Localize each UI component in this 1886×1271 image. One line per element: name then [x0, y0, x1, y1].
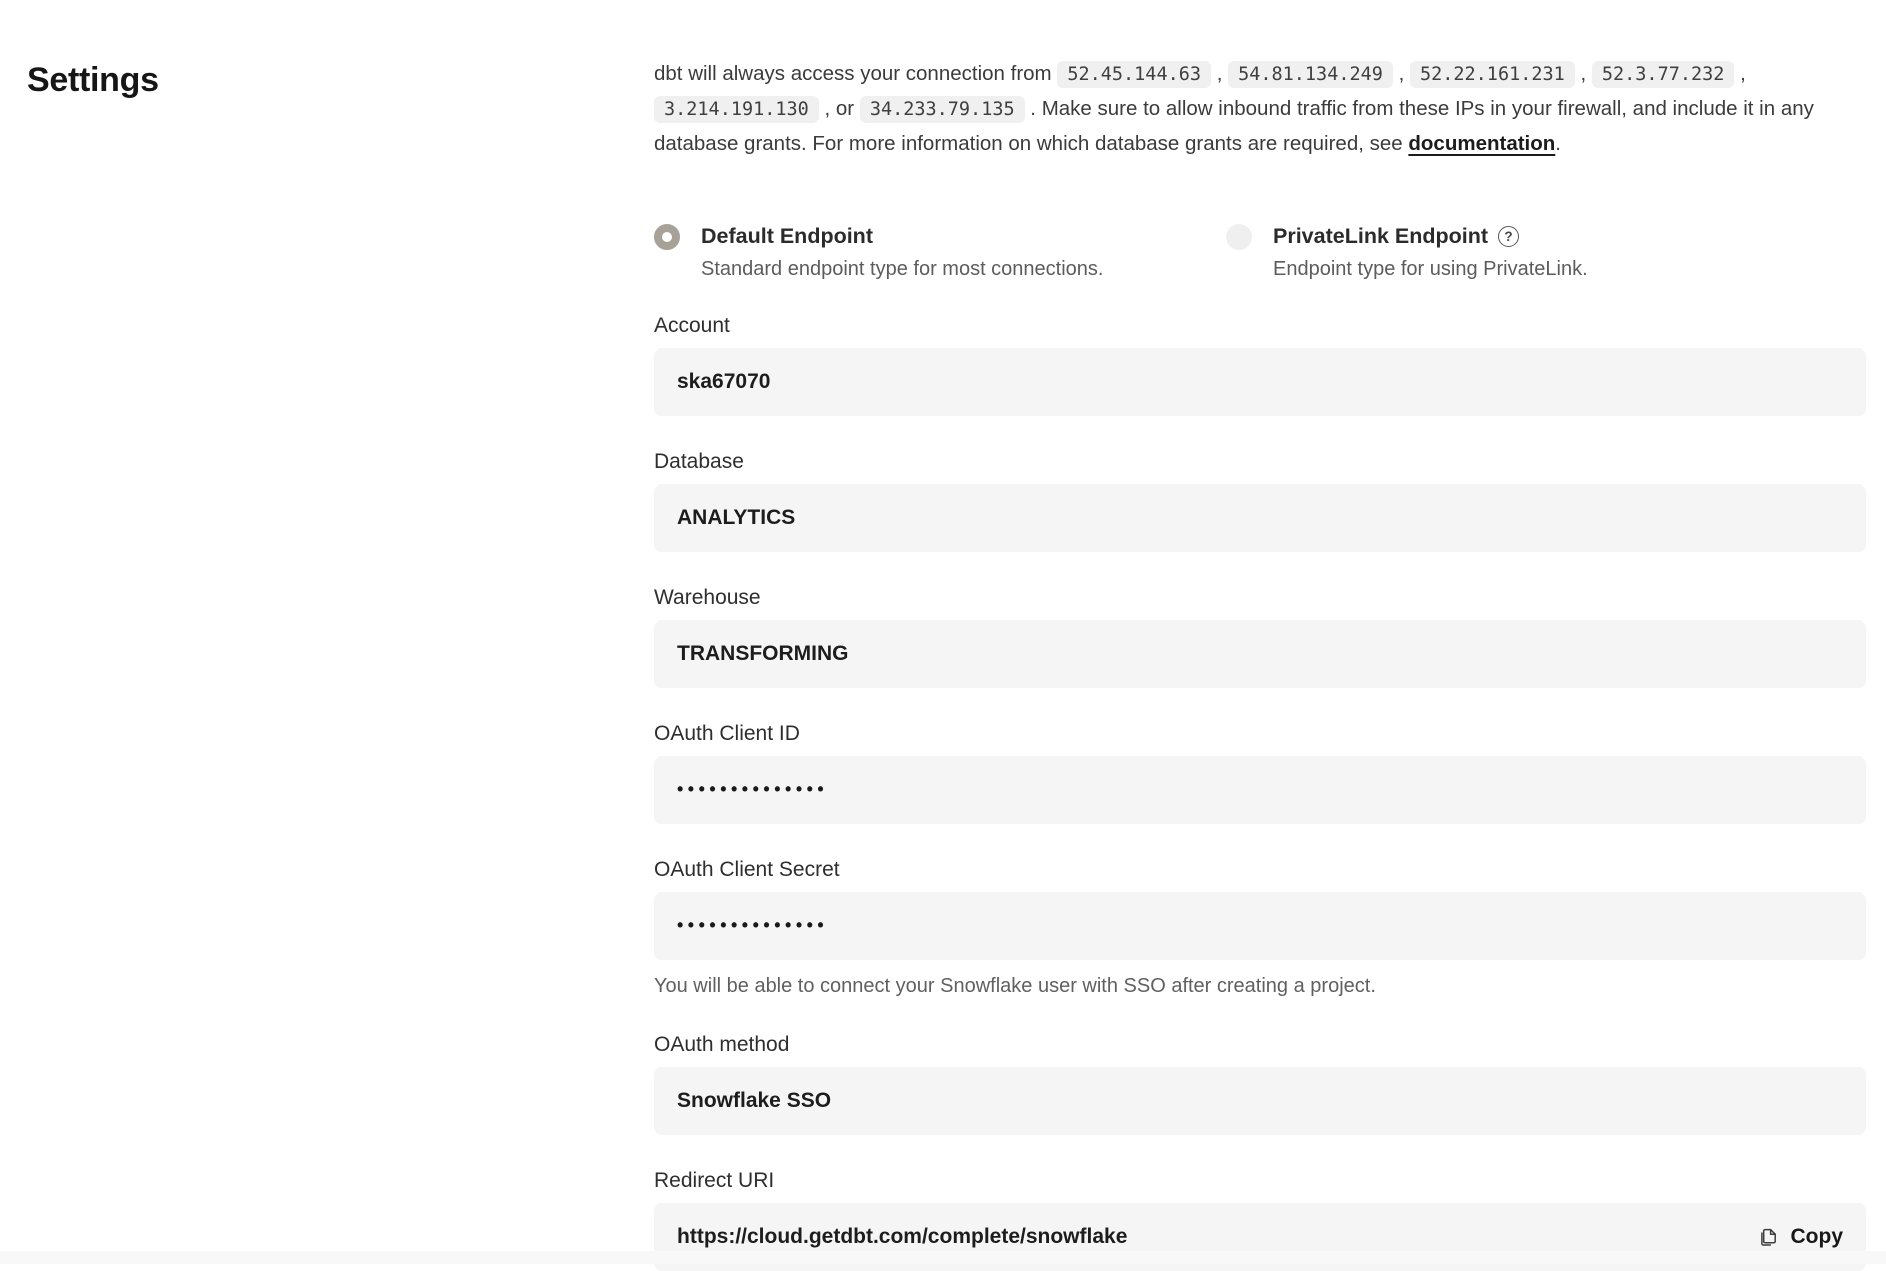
endpoint-option-default-endpoint — [654, 223, 1226, 282]
endpoint-option-label[interactable] — [1273, 223, 1588, 250]
field-label: Warehouse — [654, 585, 761, 609]
endpoint-option-description: Endpoint type for using PrivateLink. — [1273, 257, 1588, 280]
ip-address-chip: 52.45.144.63 — [1057, 61, 1211, 88]
ip-address-chip: 52.22.161.231 — [1410, 61, 1575, 88]
field-label: OAuth Client Secret — [654, 857, 840, 881]
field-database — [654, 448, 1866, 552]
field-oauth-client-id — [654, 720, 1866, 824]
warehouse-input[interactable] — [654, 620, 1866, 688]
input-value: ska67070 — [677, 369, 771, 393]
endpoint-option-label-text: Default Endpoint — [701, 223, 873, 248]
endpoint-option-label[interactable] — [701, 223, 1226, 250]
ip-address-chip: 34.233.79.135 — [860, 96, 1025, 123]
intro-text: , — [1392, 61, 1410, 85]
intro-paragraph — [654, 57, 1866, 161]
endpoint-options — [654, 223, 1866, 282]
documentation-link[interactable]: documentation — [1408, 131, 1556, 155]
input-value: Snowflake SSO — [677, 1088, 832, 1112]
input-value: https://cloud.getdbt.com/complete/snowflake — [677, 1224, 1128, 1248]
input-value: ANALYTICS — [677, 505, 796, 529]
help-icon[interactable]: ? — [1498, 226, 1519, 247]
copy-button-label: Copy — [1790, 1224, 1843, 1248]
radio-privatelink-endpoint[interactable] — [1226, 224, 1252, 250]
field-helper-text: You will be able to connect your Snowflake user with SSO after creating a project. — [654, 974, 1376, 997]
intro-text: dbt will always access your connection from — [654, 61, 1058, 85]
endpoint-option-privatelink-endpoint — [1226, 223, 1588, 282]
oauth-client-id-input[interactable] — [654, 756, 1866, 824]
ip-address-chip: 3.214.191.130 — [654, 96, 819, 123]
copy-icon — [1758, 1225, 1779, 1248]
input-value: •••••••••••••• — [677, 779, 829, 799]
field-account — [654, 312, 1866, 416]
endpoint-option-description: Standard endpoint type for most connections. — [701, 257, 1104, 280]
oauth-method-input[interactable] — [654, 1067, 1866, 1135]
intro-text: , — [1211, 61, 1229, 85]
field-label: Redirect URI — [654, 1168, 775, 1192]
field-warehouse — [654, 584, 1866, 688]
bottom-section-divider — [0, 1251, 1886, 1264]
field-label: Account — [654, 313, 730, 337]
intro-text: , or — [818, 96, 860, 120]
database-input[interactable] — [654, 484, 1866, 552]
field-oauth-method — [654, 1031, 1866, 1135]
copy-button[interactable] — [1758, 1225, 1844, 1249]
field-label: OAuth method — [654, 1032, 790, 1056]
ip-address-chip: 54.81.134.249 — [1228, 61, 1393, 88]
endpoint-option-label-text: PrivateLink Endpoint — [1273, 223, 1489, 248]
oauth-client-secret-input[interactable] — [654, 892, 1866, 960]
field-label: Database — [654, 449, 744, 473]
intro-text: , — [1574, 61, 1592, 85]
field-oauth-client-secret — [654, 856, 1866, 999]
intro-text: . Make sure to allow inbound traffic from these IPs in your firewall, and include it in any database grants. For more information on which database grants are required, see — [654, 96, 1814, 155]
connection-form — [654, 312, 1866, 1271]
ip-address-chip: 52.3.77.232 — [1592, 61, 1735, 88]
intro-text: , — [1734, 61, 1746, 85]
page-title: Settings — [27, 60, 159, 99]
field-label: OAuth Client ID — [654, 721, 800, 745]
account-input[interactable] — [654, 348, 1866, 416]
intro-text: . — [1555, 131, 1561, 155]
input-value: •••••••••••••• — [677, 915, 829, 935]
input-value: TRANSFORMING — [677, 641, 849, 665]
settings-content — [654, 36, 1866, 1271]
radio-default-endpoint[interactable] — [654, 224, 680, 250]
